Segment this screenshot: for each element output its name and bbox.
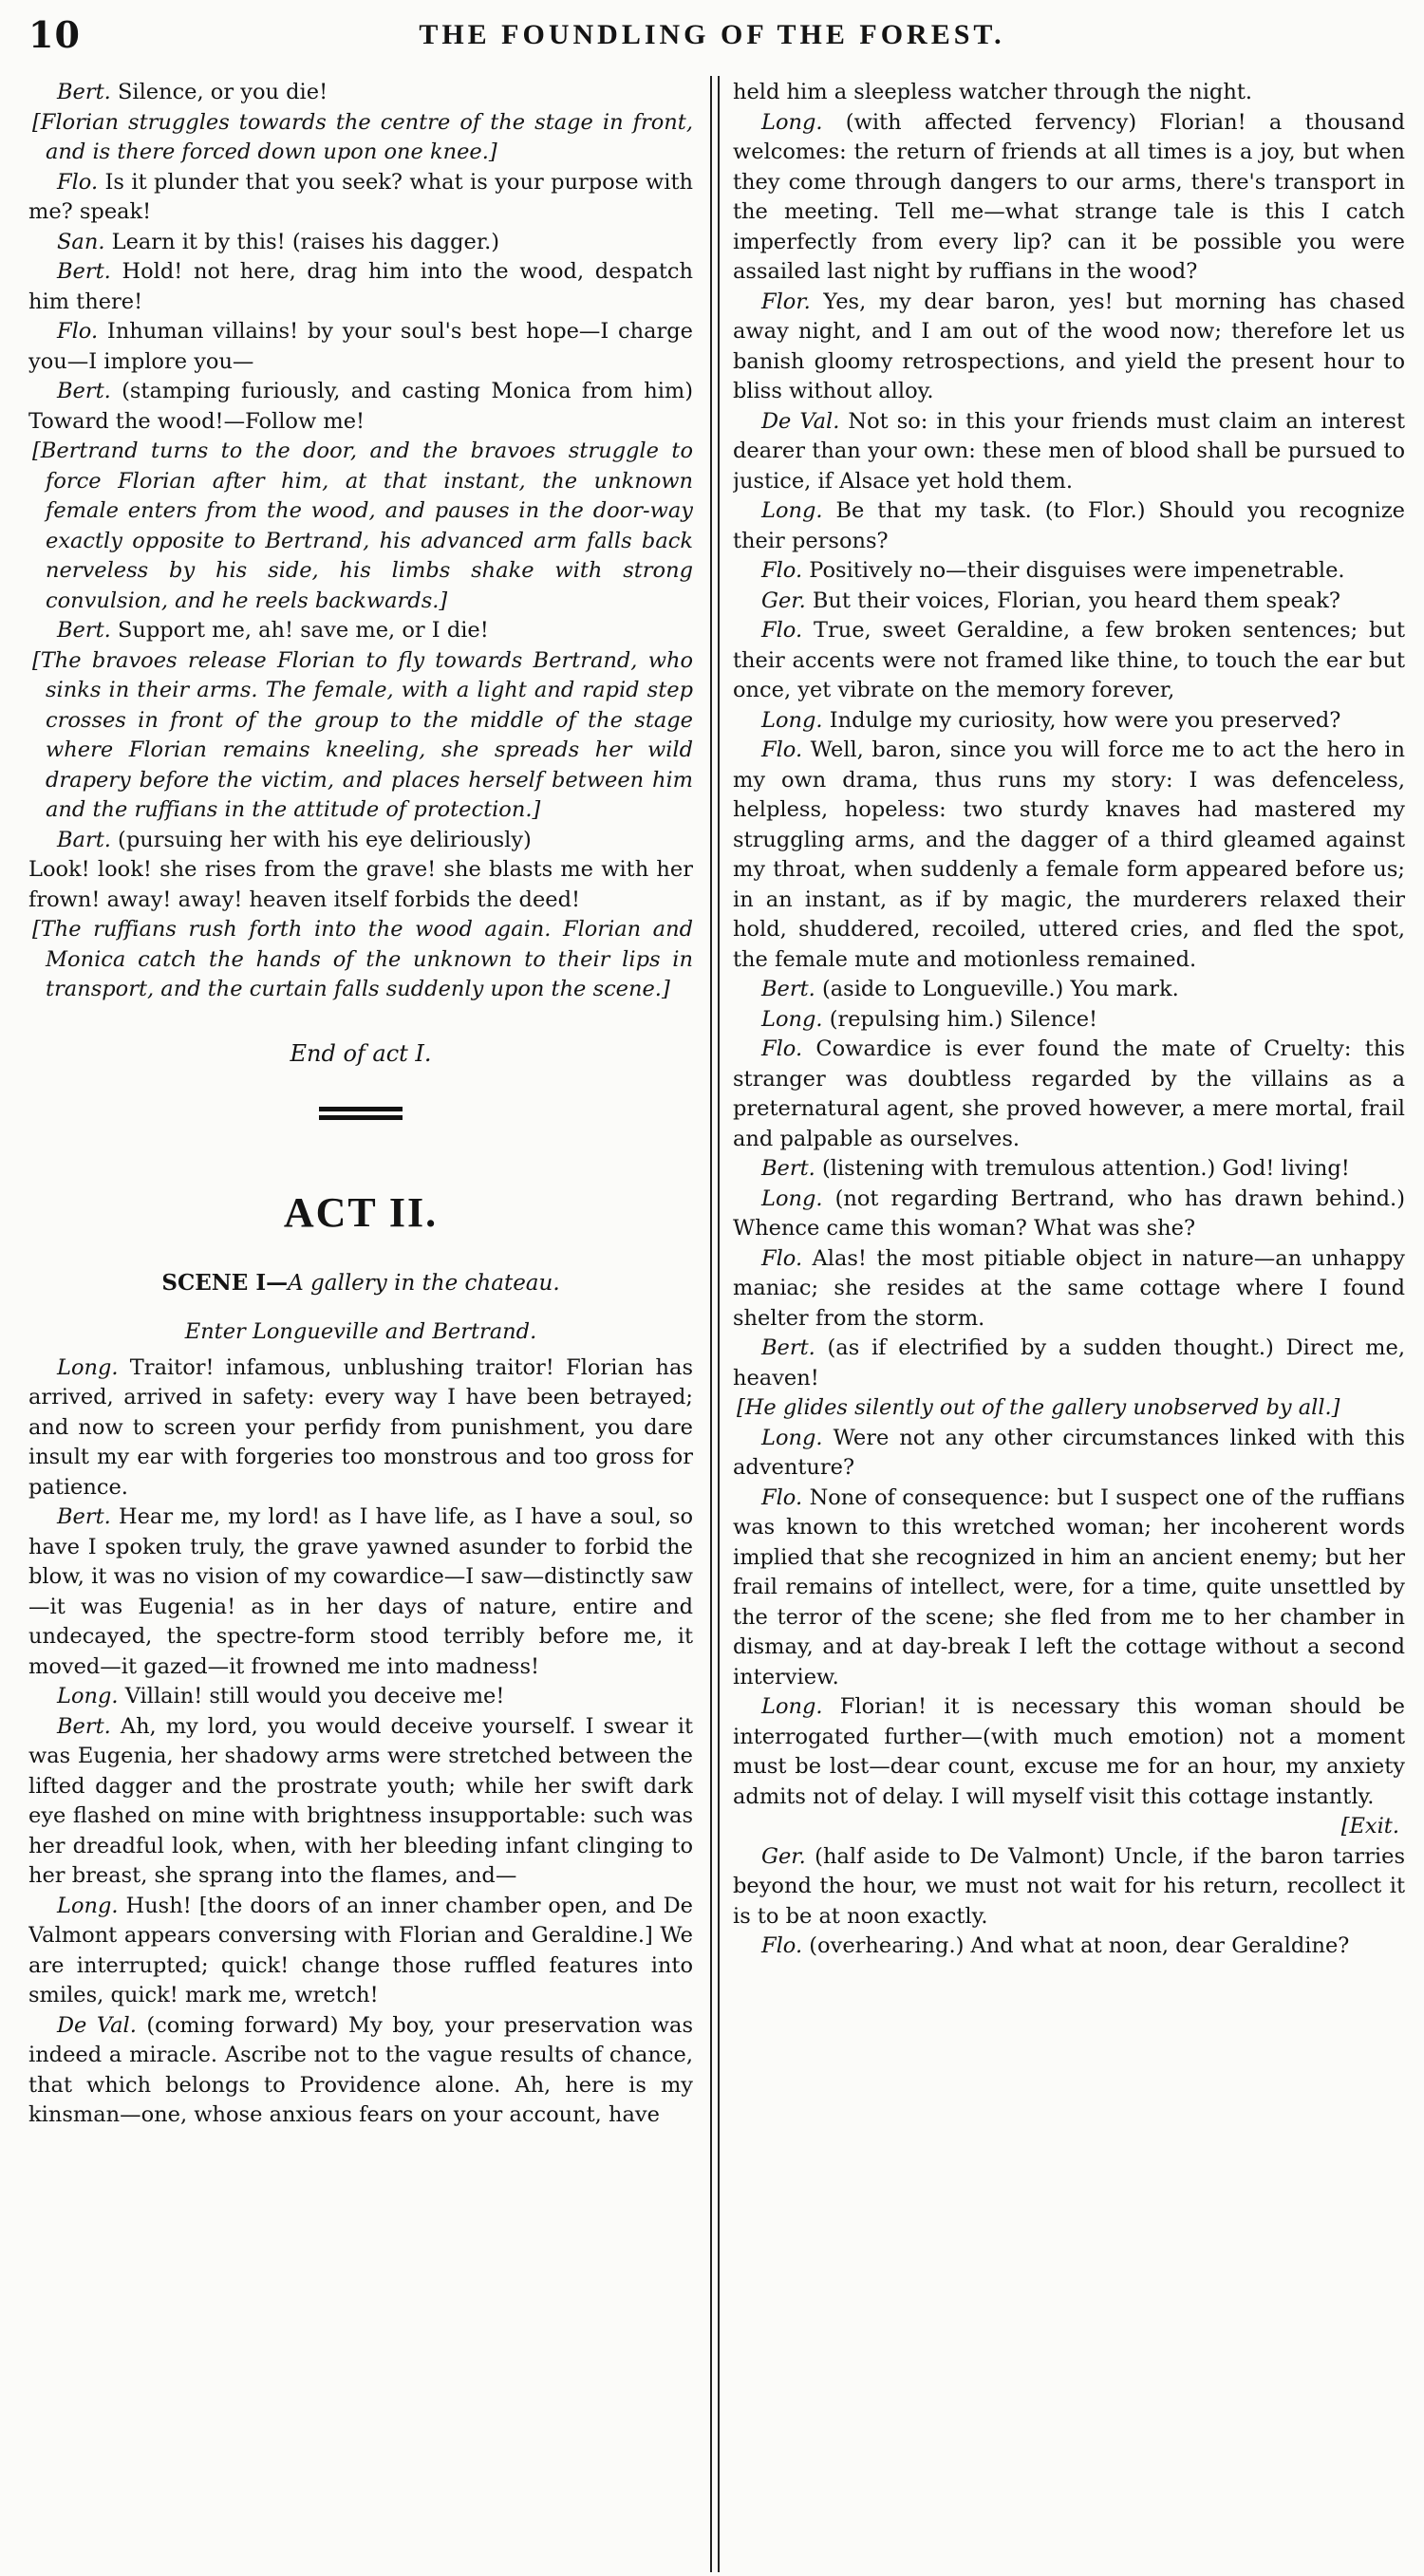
speech-paragraph [733, 975, 1405, 1005]
speaker-name: Long. [761, 1425, 823, 1450]
speaker-name: Ger. [761, 1843, 806, 1869]
continued-text: Look! look! she rises from the grave! she blasts me with her frown! away! away! heaven itself forbids the deed! [28, 857, 693, 912]
speaker-name: Bart. [57, 827, 111, 852]
stage-direction: [Florian struggles towards the centre of the stage in front, and is there forced down upon one knee.] [32, 109, 693, 164]
speech-paragraph [733, 706, 1405, 737]
speaker-name: Long. [761, 1185, 823, 1211]
column-divider-rule [710, 76, 720, 2572]
stage-direction: [The bravoes release Florian to fly towards Bertrand, who sinks in their arms. The female, with a light and rapid step crosses in front of the group to the middle of the stage where Florian remains kneeling, she spreads her wild drapery before the victim, and places herself between him and the ruffians in the attitude of protection.] [32, 647, 693, 822]
scene-label: SCENE I— [161, 1269, 289, 1296]
speech-text: Learn it by this! (raises his dagger.) [104, 229, 500, 254]
speech-paragraph [733, 1334, 1405, 1393]
speech-paragraph [733, 1185, 1405, 1244]
speech-text: Silence, or you die! [110, 80, 328, 104]
speech-paragraph [733, 496, 1405, 556]
speech-text: (as if electrified by a sudden thought.) Direct me, heaven! [733, 1335, 1405, 1391]
speech-paragraph [28, 317, 693, 377]
speaker-name: Flo. [761, 558, 803, 583]
speaker-name: San. [57, 229, 105, 254]
exit-direction: [Exit. [1340, 1814, 1399, 1839]
speaker-name: Long. [761, 498, 823, 523]
speech-text: Hear me, my lord! as I have life, as I have a soul, so have I spoken truly, the grave yawned asunder to forbid the blow, it was no vision of my cowardice—I saw—distinctly saw—it was Eugenia! as in her days of nature, entire and undecayed, the spectre-form stood terribly before me, it moved—it gazed—it frowned me into madness! [28, 1504, 693, 1679]
stage-direction: [The ruffians rush forth into the wood again. Florian and Monica catch the hands of the unknown to their lips in transport, and the curtain falls suddenly upon the scene.] [32, 917, 693, 1001]
speaker-name: De Val. [57, 2012, 137, 2038]
continued-text: held him a sleepless watcher through the night. [733, 80, 1253, 104]
speech-text: Traitor! infamous, unblushing traitor! Florian has arrived, arrived in safety: every way I have been betrayed; and now to screen your perfidy from punishment, you dare insult my ear with forgeries too monstrous and too gross for patience. [28, 1354, 693, 1500]
speaker-name: Bert. [57, 618, 111, 643]
speech-paragraph [28, 1712, 693, 1892]
speech-paragraph [733, 587, 1405, 617]
speech-paragraph [28, 1353, 693, 1503]
speech-text: Not so: in this your friends must claim an interest dearer than your own: these men of blood shall be pursued to justice, if Alsace yet hold them. [733, 408, 1405, 494]
speech-text: Indulge my curiosity, how were you preserved? [822, 707, 1341, 733]
speech-paragraph [733, 1244, 1405, 1335]
speaker-name: De Val. [761, 408, 840, 434]
speech-paragraph [733, 1842, 1405, 1932]
speaker-name: Flo. [57, 169, 99, 195]
speech-text: Positively no—their disguises were impenetrable. [802, 558, 1345, 583]
speech-paragraph [28, 1682, 693, 1712]
scene-heading [28, 1268, 693, 1299]
speech-paragraph [733, 556, 1405, 587]
speech-paragraph [28, 1503, 693, 1682]
speech-text: None of consequence: but I suspect one of the ruffians was known to this wretched woman; her incoherent words implied that she recognized in him an ancient enemy; but her frail remains of intellect, were, for a time, quite unsettled by the terror of the scene; she fled from me to her chamber in dismay, and at day-break I left the cottage without a second interview. [733, 1484, 1405, 1689]
left-before-act [28, 78, 693, 1005]
page-number: 10 [28, 13, 81, 56]
speech-paragraph [733, 616, 1405, 706]
double-rule-divider [319, 1107, 403, 1120]
speech-text: (aside to Longueville.) You mark. [815, 977, 1179, 1001]
speaker-name: Flo. [761, 737, 803, 762]
speech-text: (repulsing him.) Silence! [822, 1006, 1098, 1032]
speech-paragraph [733, 1484, 1405, 1693]
speaker-name: Long. [761, 1694, 823, 1719]
speaker-name: Bert. [761, 1156, 815, 1181]
speech-paragraph [28, 616, 693, 646]
left-after-act [28, 1353, 693, 2131]
speech-paragraph [733, 108, 1405, 288]
speech-text: Inhuman villains! by your soul's best hope—I charge you—I implore you— [28, 319, 693, 374]
speaker-name: Bert. [761, 977, 815, 1001]
speech-paragraph [733, 1932, 1405, 1962]
speech-text: (pursuing her with his eye deliriously) [110, 827, 532, 852]
speech-paragraph [733, 1154, 1405, 1185]
stage-direction: [He glides silently out of the gallery unobserved by all.] [737, 1395, 1340, 1420]
speech-paragraph [28, 78, 693, 108]
speech-paragraph [28, 168, 693, 228]
speaker-name: Bert. [57, 1713, 111, 1739]
right-blocks [733, 78, 1405, 1962]
speaker-name: Long. [761, 109, 823, 135]
enter-direction: Enter Longueville and Bertrand. [184, 1319, 537, 1344]
speaker-name: Flo. [761, 1245, 803, 1271]
speech-paragraph [28, 228, 693, 258]
speech-text: Hush! [the doors of an inner chamber open, and De Valmont appears conversing with Florian and Geraldine.] We are interrupted; quick! change those ruffled features into smiles, quick! mark me, wretch! [28, 1893, 693, 2007]
speaker-name: Long. [57, 1354, 119, 1380]
speech-paragraph [733, 1035, 1405, 1154]
stage-direction: [Bertrand turns to the door, and the bravoes struggle to force Florian after him, at that instant, the unknown female enters from the wood, and pauses in the door-way exactly opposite to Bertrand, his advanced arm falls back nerveless by his side, his limbs shake with strong convulsion, and he reels backwards.] [32, 439, 693, 613]
speech-text: (listening with tremulous attention.) God! living! [815, 1156, 1350, 1181]
scene-description: A gallery in the chateau. [288, 1270, 560, 1296]
speech-paragraph [733, 1424, 1405, 1484]
speaker-name: Flo. [761, 1933, 803, 1958]
speech-text: Ah, my lord, you would deceive yourself. I swear it was Eugenia, her shadowy arms were stretched between the lifted dagger and the prostrate youth; while her swift dark eye flashed on mine with brightness insupportable: such was her dreadful look, when, with her bleeding infant clinging to her breast, she sprang into the flames, and— [28, 1713, 693, 1888]
speaker-name: Flo. [57, 319, 99, 344]
speech-text: (not regarding Bertrand, who has drawn behind.) Whence came this woman? What was she? [733, 1185, 1405, 1241]
page-header [28, 8, 1396, 63]
speech-paragraph [733, 288, 1405, 407]
speaker-name: Flo. [761, 1484, 803, 1510]
speaker-name: Long. [57, 1893, 119, 1918]
speech-text: (coming forward) My boy, your preservation was indeed a miracle. Ascribe not to the vague results of chance, that which belongs to Providence alone. Ah, here is my kinsman—one, whose anxious fears on your account, have [28, 2012, 693, 2127]
right-column [733, 78, 1405, 2565]
speaker-name: Bert. [57, 259, 111, 284]
speech-paragraph [28, 377, 693, 437]
speech-paragraph [733, 1692, 1405, 1812]
speech-paragraph [28, 257, 693, 317]
speaker-name: Ger. [761, 588, 806, 613]
speaker-name: Long. [761, 707, 823, 733]
speech-text: Alas! the most pitiable object in nature—an unhappy maniac; she resides at the same cottage where I found shelter from the storm. [733, 1245, 1405, 1331]
speaker-name: Long. [57, 1684, 119, 1708]
speaker-name: Flor. [761, 289, 811, 314]
speech-paragraph [733, 736, 1405, 975]
speech-paragraph [28, 826, 693, 856]
speech-text: Villain! still would you deceive me! [118, 1684, 505, 1708]
running-title: THE FOUNDLING OF THE FOREST. [419, 19, 1005, 50]
speech-text: Well, baron, since you will force me to act the hero in my own drama, thus runs my story: I was defenceless, helpless, hopeless: two sturdy knaves had mastered my struggling arms, and the dagger of a third gleamed against my throat, when suddenly a female form appeared before us; in an instant, as if by magic, the murderers relaxed their hold, shuddered, recoiled, uttered cries, and fled the spot, the female mute and motionless remained. [733, 737, 1405, 972]
speech-text: Were not any other circumstances linked with this adventure? [733, 1425, 1405, 1480]
speaker-name: Flo. [761, 1036, 803, 1061]
speaker-name: Bert. [761, 1335, 815, 1360]
speech-paragraph [28, 2011, 693, 2131]
speech-text: (overhearing.) And what at noon, dear Geraldine? [802, 1933, 1350, 1958]
speech-text: Is it plunder that you seek? what is your purpose with me? speak! [28, 169, 693, 224]
speech-text: Support me, ah! save me, or I die! [110, 618, 489, 643]
act-heading: ACT II. [283, 1189, 439, 1236]
end-of-act: End of act I. [290, 1039, 432, 1067]
speech-text: (with affected fervency) Florian! a thousand welcomes: the return of friends at all times is a joy, but when they come through dangers to our arms, there's transport in the meeting. Tell me—what strange tale is this I catch imperfectly from every lip? can it be possible you were assailed last night by ruffians in the wood? [733, 109, 1405, 284]
speech-text: Cowardice is ever found the mate of Cruelty: this stranger was doubtless regarded by the villains as a preternatural agent, she proved however, a mere mortal, frail and palpable as ourselves. [733, 1036, 1405, 1151]
speech-text: But their voices, Florian, you heard them speak? [805, 588, 1340, 613]
speech-text: Yes, my dear baron, yes! but morning has chased away night, and I am out of the wood now; therefore let us banish gloomy retrospections, and yield the present hour to bliss without alloy. [733, 289, 1405, 403]
speech-text: (stamping furiously, and casting Monica from him) Toward the wood!—Follow me! [28, 379, 693, 434]
speech-text: Florian! it is necessary this woman should be interrogated further—(with much emotion) not a moment must be lost—dear count, excuse me for an hour, my anxiety admits not of delay. I will myself visit this cottage instantly. [733, 1694, 1405, 1809]
speaker-name: Bert. [57, 379, 111, 403]
speech-paragraph [733, 1005, 1405, 1036]
speech-paragraph [733, 407, 1405, 497]
speech-text: (half aside to De Valmont) Uncle, if the baron tarries beyond the hour, we must not wait for his return, recollect it is to be at noon exactly. [733, 1843, 1405, 1929]
speech-text: Be that my task. (to Flor.) Should you recognize their persons? [733, 498, 1405, 553]
speaker-name: Bert. [57, 80, 111, 104]
speaker-name: Flo. [761, 618, 803, 643]
speech-paragraph [28, 1892, 693, 2011]
speech-text: Hold! not here, drag him into the wood, despatch him there! [28, 259, 693, 314]
speaker-name: Long. [761, 1006, 823, 1032]
speech-text: True, sweet Geraldine, a few broken sentences; but their accents were not framed like thine, to touch the ear but once, yet vibrate on the memory forever, [733, 618, 1405, 702]
left-column [28, 78, 693, 2565]
speaker-name: Bert. [57, 1504, 111, 1529]
